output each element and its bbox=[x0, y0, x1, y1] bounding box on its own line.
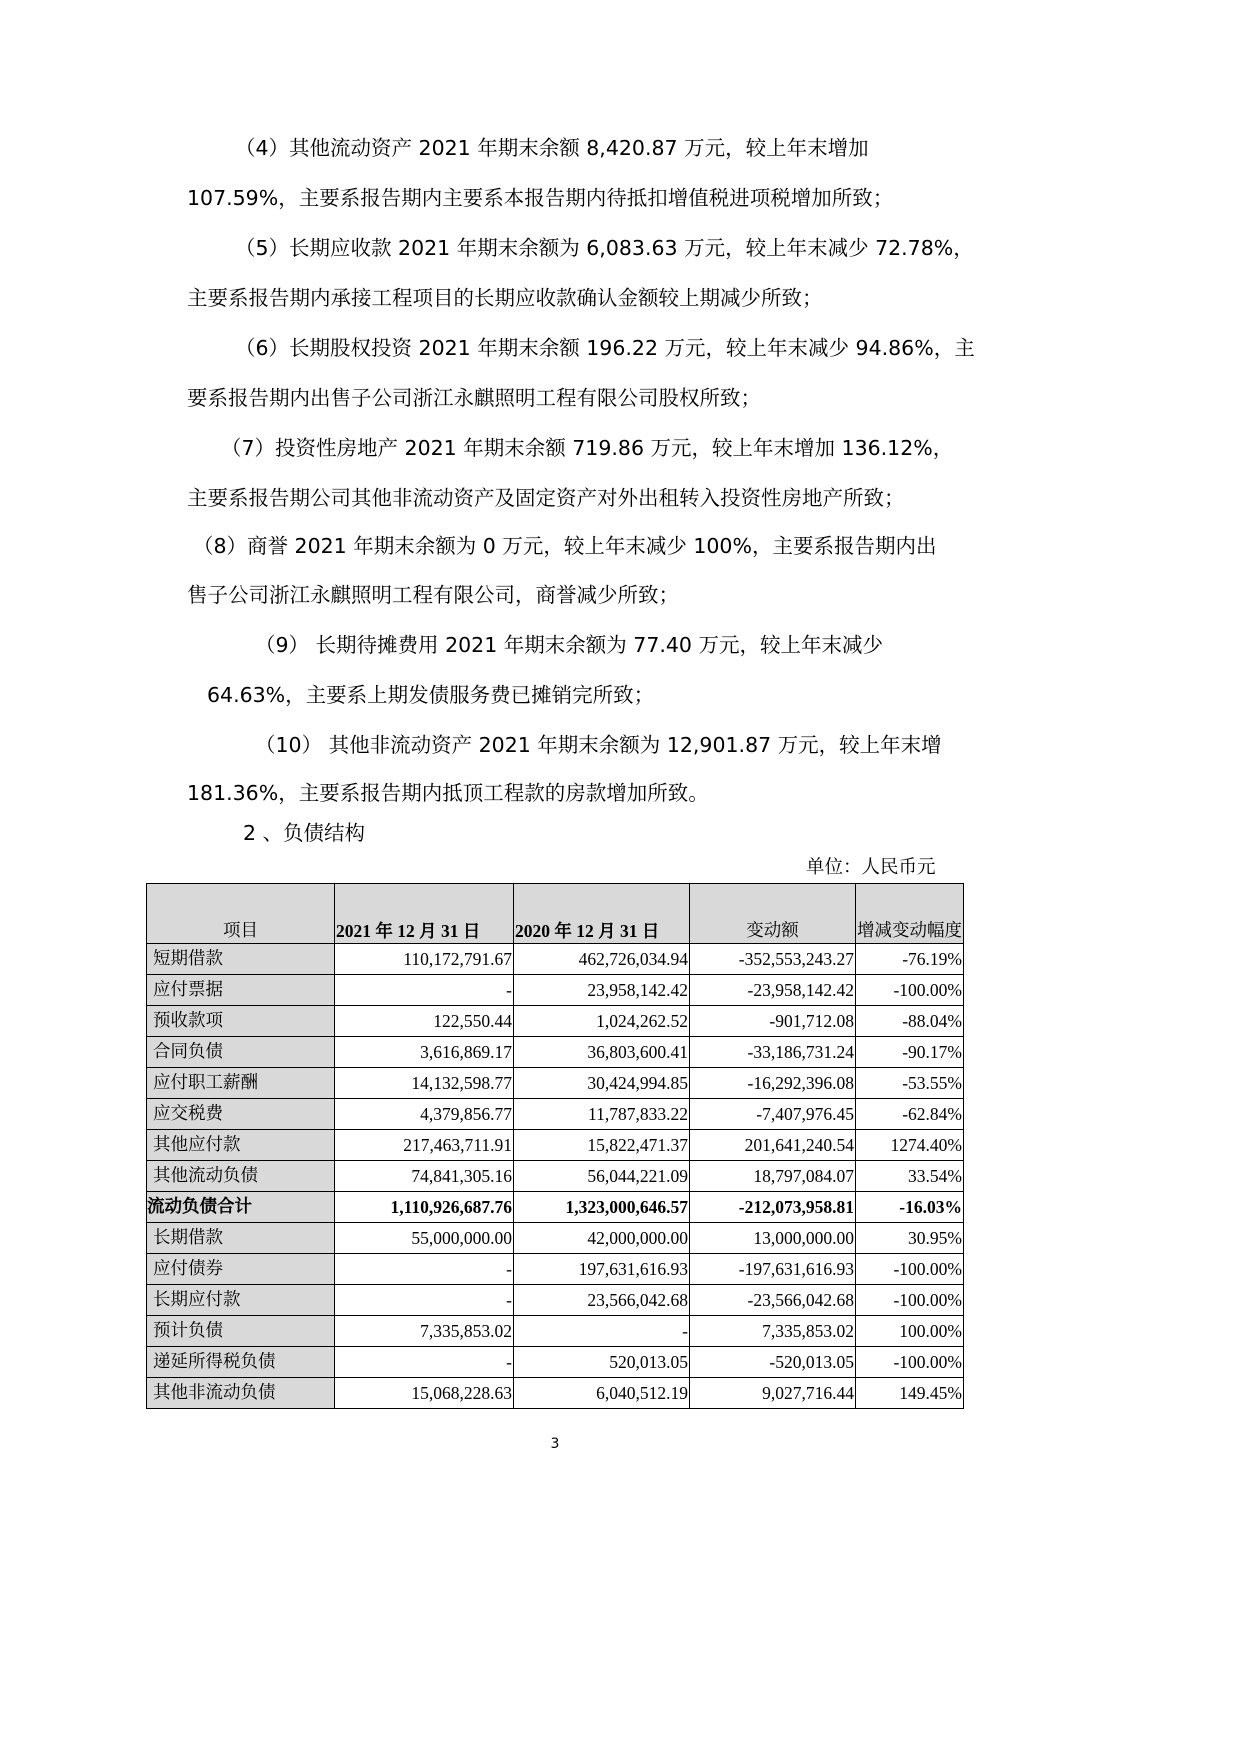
table-cell: 36,803,600.41 bbox=[514, 1037, 690, 1068]
table-row bbox=[147, 1378, 964, 1409]
row-label: 应付债券 bbox=[147, 1254, 335, 1285]
table-cell: 23,958,142.42 bbox=[514, 975, 690, 1006]
table-cell: -901,712.08 bbox=[690, 1006, 856, 1037]
table-cell: -100.00% bbox=[856, 1347, 964, 1378]
table-row bbox=[147, 1099, 964, 1130]
table-cell: -352,553,243.27 bbox=[690, 944, 856, 975]
header-item: 项目 bbox=[147, 884, 335, 944]
row-label: 应付票据 bbox=[147, 975, 335, 1006]
table-row bbox=[147, 1347, 964, 1378]
table-cell: 23,566,042.68 bbox=[514, 1285, 690, 1316]
table-cell: 7,335,853.02 bbox=[690, 1316, 856, 1347]
table-cell: 74,841,305.16 bbox=[335, 1161, 514, 1192]
table-cell: -100.00% bbox=[856, 1285, 964, 1316]
table-cell: 1,110,926,687.76 bbox=[335, 1192, 514, 1223]
table-cell: -197,631,616.93 bbox=[690, 1254, 856, 1285]
table-row bbox=[147, 1316, 964, 1347]
table-cell: 462,726,034.94 bbox=[514, 944, 690, 975]
paragraph-line-9: （8）商誉 2021 年期末余额为 0 万元，较上年末减少 100%，主要系报告期内出 bbox=[193, 534, 937, 558]
table-cell: 110,172,791.67 bbox=[335, 944, 514, 975]
table-cell: 42,000,000.00 bbox=[514, 1223, 690, 1254]
table-row bbox=[147, 1130, 964, 1161]
table-cell: 14,132,598.77 bbox=[335, 1068, 514, 1099]
table-cell: 30,424,994.85 bbox=[514, 1068, 690, 1099]
table-cell: 55,000,000.00 bbox=[335, 1223, 514, 1254]
table-cell: -16,292,396.08 bbox=[690, 1068, 856, 1099]
table-cell: 122,550.44 bbox=[335, 1006, 514, 1037]
table-cell: -23,566,042.68 bbox=[690, 1285, 856, 1316]
paragraph-line-5: （6）长期股权投资 2021 年期末余额 196.22 万元，较上年末减少 94.86%，主 bbox=[235, 336, 975, 360]
table-cell: -53.55% bbox=[856, 1068, 964, 1099]
table-cell: - bbox=[335, 1347, 514, 1378]
header-2021: 2021 年 12 月 31 日 bbox=[335, 884, 514, 944]
table-row bbox=[147, 1161, 964, 1192]
paragraph-line-12: 64.63%，主要系上期发债服务费已摊销完所致； bbox=[207, 683, 655, 707]
paragraph-line-3: （5）长期应收款 2021 年期末余额为 6,083.63 万元，较上年末减少 72.78%， bbox=[235, 236, 974, 260]
liability-structure-table bbox=[146, 883, 964, 1409]
table-cell: - bbox=[335, 1285, 514, 1316]
table-row bbox=[147, 944, 964, 975]
row-label: 应交税费 bbox=[147, 1099, 335, 1130]
row-label: 短期借款 bbox=[147, 944, 335, 975]
table-cell: 3,616,869.17 bbox=[335, 1037, 514, 1068]
table-cell: 18,797,084.07 bbox=[690, 1161, 856, 1192]
paragraph-line-1: （4）其他流动资产 2021 年期末余额 8,420.87 万元，较上年末增加 bbox=[235, 136, 869, 160]
row-label: 其他非流动负债 bbox=[147, 1378, 335, 1409]
paragraph-line-4: 主要系报告期内承接工程项目的长期应收款确认金额较上期减少所致； bbox=[187, 286, 823, 310]
table-cell: -7,407,976.45 bbox=[690, 1099, 856, 1130]
table-cell: 33.54% bbox=[856, 1161, 964, 1192]
row-label: 预计负债 bbox=[147, 1316, 335, 1347]
table-cell: -62.84% bbox=[856, 1099, 964, 1130]
row-label: 其他流动负债 bbox=[147, 1161, 335, 1192]
table-cell: -100.00% bbox=[856, 1254, 964, 1285]
table-cell: 6,040,512.19 bbox=[514, 1378, 690, 1409]
table-row bbox=[147, 1254, 964, 1285]
table-cell: -520,013.05 bbox=[690, 1347, 856, 1378]
table-cell: - bbox=[335, 975, 514, 1006]
table-cell: -100.00% bbox=[856, 975, 964, 1006]
header-change: 变动额 bbox=[690, 884, 856, 944]
paragraph-line-14: 181.36%，主要系报告期内抵顶工程款的房款增加所致。 bbox=[187, 781, 709, 805]
table-cell: 1,024,262.52 bbox=[514, 1006, 690, 1037]
table-cell: -23,958,142.42 bbox=[690, 975, 856, 1006]
row-label: 应付职工薪酬 bbox=[147, 1068, 335, 1099]
table-cell: -90.17% bbox=[856, 1037, 964, 1068]
paragraph-line-13: （10） 其他非流动资产 2021 年期末余额为 12,901.87 万元，较上年末增 bbox=[255, 733, 942, 757]
table-row bbox=[147, 1285, 964, 1316]
table-cell: 1274.40% bbox=[856, 1130, 964, 1161]
row-label: 预收款项 bbox=[147, 1006, 335, 1037]
header-2020: 2020 年 12 月 31 日 bbox=[514, 884, 690, 944]
table-row bbox=[147, 1037, 964, 1068]
paragraph-line-6: 要系报告期内出售子公司浙江永麒照明工程有限公司股权所致； bbox=[187, 386, 761, 410]
table-cell: -212,073,958.81 bbox=[690, 1192, 856, 1223]
table-row bbox=[147, 1192, 964, 1223]
table-cell: 149.45% bbox=[856, 1378, 964, 1409]
table-cell: 11,787,833.22 bbox=[514, 1099, 690, 1130]
table-cell: 15,068,228.63 bbox=[335, 1378, 514, 1409]
table-cell: -88.04% bbox=[856, 1006, 964, 1037]
table-cell: 30.95% bbox=[856, 1223, 964, 1254]
table-cell: - bbox=[514, 1316, 690, 1347]
table-cell: 197,631,616.93 bbox=[514, 1254, 690, 1285]
unit-label: 单位：人民币元 bbox=[806, 857, 936, 878]
table-cell: 217,463,711.91 bbox=[335, 1130, 514, 1161]
table-cell: - bbox=[335, 1254, 514, 1285]
row-label: 长期应付款 bbox=[147, 1285, 335, 1316]
table-cell: 100.00% bbox=[856, 1316, 964, 1347]
paragraph-line-7: （7）投资性房地产 2021 年期末余额 719.86 万元，较上年末增加 136.12%， bbox=[221, 436, 954, 460]
table-cell: -16.03% bbox=[856, 1192, 964, 1223]
table-row bbox=[147, 1068, 964, 1099]
paragraph-line-10: 售子公司浙江永麒照明工程有限公司，商誉减少所致； bbox=[187, 583, 679, 607]
table-cell: 201,641,240.54 bbox=[690, 1130, 856, 1161]
table-row bbox=[147, 975, 964, 1006]
table-cell: 13,000,000.00 bbox=[690, 1223, 856, 1254]
row-label: 递延所得税负债 bbox=[147, 1347, 335, 1378]
table-cell: 7,335,853.02 bbox=[335, 1316, 514, 1347]
section-heading: 2 、负债结构 bbox=[243, 821, 366, 845]
table-row bbox=[147, 1006, 964, 1037]
table-cell: 1,323,000,646.57 bbox=[514, 1192, 690, 1223]
table-cell: 9,027,716.44 bbox=[690, 1378, 856, 1409]
table-cell: -33,186,731.24 bbox=[690, 1037, 856, 1068]
table-cell: 520,013.05 bbox=[514, 1347, 690, 1378]
table-row bbox=[147, 1223, 964, 1254]
table-cell: 4,379,856.77 bbox=[335, 1099, 514, 1130]
row-label: 合同负债 bbox=[147, 1037, 335, 1068]
paragraph-line-2: 107.59%，主要系报告期内主要系本报告期内待抵扣增值税进项税增加所致； bbox=[187, 186, 894, 210]
header-change-rate: 增减变动幅度 bbox=[856, 884, 964, 944]
row-label: 流动负债合计 bbox=[147, 1192, 335, 1223]
table-cell: 15,822,471.37 bbox=[514, 1130, 690, 1161]
paragraph-line-8: 主要系报告期公司其他非流动资产及固定资产对外出租转入投资性房地产所致； bbox=[187, 486, 905, 510]
row-label: 长期借款 bbox=[147, 1223, 335, 1254]
table-cell: -76.19% bbox=[856, 944, 964, 975]
page-number: 3 bbox=[550, 1436, 560, 1452]
paragraph-line-11: （9） 长期待摊费用 2021 年期末余额为 77.40 万元，较上年末减少 bbox=[255, 633, 883, 657]
row-label: 其他应付款 bbox=[147, 1130, 335, 1161]
table-cell: 56,044,221.09 bbox=[514, 1161, 690, 1192]
